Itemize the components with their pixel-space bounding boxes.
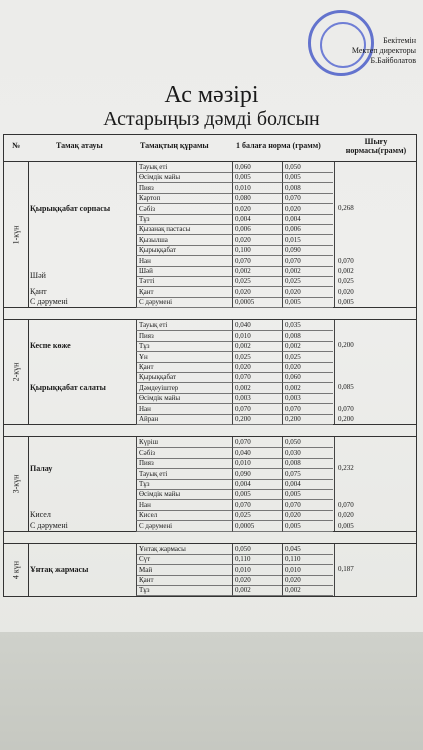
net-norm: 0,020 <box>282 204 333 215</box>
net-norm: 0,005 <box>282 489 333 500</box>
ingredient-row <box>4 214 416 224</box>
ingredient-name: Қант <box>136 287 233 298</box>
gross-norm: 0,070 <box>232 437 283 448</box>
header-num: № <box>12 141 21 150</box>
dish-name: Кисел <box>30 510 51 520</box>
gross-norm: 0,025 <box>232 352 283 363</box>
dish-output-total: 0,085 <box>338 383 354 392</box>
gross-norm: 0,025 <box>232 510 283 521</box>
gross-norm: 0,004 <box>232 214 283 225</box>
ingredient-row <box>4 500 416 510</box>
ingredient-row <box>4 575 416 585</box>
ingredient-row <box>4 235 416 245</box>
ingredient-name: Өсімдік майы <box>136 393 233 404</box>
output-column-border <box>334 162 335 307</box>
dish-name: Ұнтақ жармасы <box>30 564 89 574</box>
net-norm: 0,060 <box>282 372 333 383</box>
ingredient-row <box>4 245 416 255</box>
dish-output-total: 0,232 <box>338 463 354 472</box>
output-norm: 0,070 <box>334 256 418 266</box>
output-column-border <box>334 544 335 596</box>
gross-norm: 0,010 <box>232 183 283 194</box>
approval-line-1: Бекітемін <box>383 36 416 45</box>
ingredient-name: Пияз <box>136 458 233 469</box>
ingredient-row <box>4 393 416 403</box>
ingredient-name: Шәй <box>136 266 233 277</box>
output-column-border <box>334 320 335 424</box>
ingredient-row <box>4 172 416 182</box>
ingredient-name: Пияз <box>136 183 233 194</box>
net-norm: 0,008 <box>282 331 333 342</box>
ingredient-row <box>4 372 416 382</box>
dish-name: Қант <box>30 287 47 296</box>
ingredient-row <box>4 414 416 424</box>
gross-norm: 0,040 <box>232 448 283 459</box>
day-label-text: 3-күн <box>11 474 21 494</box>
gross-norm: 0,002 <box>232 341 283 352</box>
gross-norm: 0,002 <box>232 585 283 596</box>
gross-norm: 0,020 <box>232 287 283 298</box>
header-composition: Тамақтың құрамы <box>140 141 209 150</box>
gross-norm: 0,010 <box>232 331 283 342</box>
gross-norm: 0,020 <box>232 575 283 586</box>
net-norm: 0,070 <box>282 500 333 511</box>
ingredient-row <box>4 448 416 458</box>
day-block <box>3 319 417 425</box>
output-norm: 0,005 <box>334 521 418 531</box>
net-norm: 0,200 <box>282 414 333 425</box>
gross-norm: 0,060 <box>232 162 283 173</box>
header-dish: Тамақ атауы <box>56 141 103 150</box>
net-norm: 0,070 <box>282 193 333 204</box>
gross-norm: 0,040 <box>232 320 283 331</box>
dish-name: Шәй <box>30 271 46 281</box>
net-norm: 0,008 <box>282 183 333 194</box>
days-container <box>3 161 417 597</box>
ingredient-name: Дәмдеуіштер <box>136 383 233 394</box>
net-norm: 0,004 <box>282 479 333 490</box>
net-norm: 0,002 <box>282 266 333 277</box>
net-norm: 0,010 <box>282 565 333 576</box>
net-norm: 0,020 <box>282 287 333 298</box>
approval-block <box>334 36 416 66</box>
gross-norm: 0,200 <box>232 414 283 425</box>
dish-name: Қырыққабат сорпасы <box>30 203 111 213</box>
ingredient-row <box>4 287 416 297</box>
gross-norm: 0,050 <box>232 544 283 555</box>
ingredient-name: Ұнтақ жармасы <box>136 544 233 555</box>
ingredient-name: Май <box>136 565 233 576</box>
net-norm: 0,025 <box>282 276 333 287</box>
gross-norm: 0,005 <box>232 489 283 500</box>
ingredient-name: Қырыққабат <box>136 372 233 383</box>
net-norm: 0,050 <box>282 162 333 173</box>
net-norm: 0,110 <box>282 554 333 565</box>
ingredient-row <box>4 404 416 414</box>
net-norm: 0,025 <box>282 352 333 363</box>
gross-norm: 0,0005 <box>232 297 283 308</box>
ingredient-name: С дәрумені <box>136 297 233 308</box>
gross-norm: 0,002 <box>232 266 283 277</box>
output-norm: 0,020 <box>334 287 418 297</box>
ingredient-name: Тұз <box>136 214 233 225</box>
menu-table <box>3 134 417 597</box>
ingredient-name: Қызылша <box>136 235 233 246</box>
ingredient-name: Сәбіз <box>136 204 233 215</box>
net-norm: 0,070 <box>282 404 333 415</box>
ingredient-name: Өсімдік майы <box>136 172 233 183</box>
ingredient-name: С дәрумені <box>136 521 233 532</box>
net-norm: 0,003 <box>282 393 333 404</box>
ingredient-row <box>4 162 416 172</box>
gross-norm: 0,070 <box>232 404 283 415</box>
net-norm: 0,002 <box>282 383 333 394</box>
ingredient-row <box>4 479 416 489</box>
ingredient-name: Нан <box>136 500 233 511</box>
dish-output-total: 0,200 <box>338 341 354 350</box>
net-norm: 0,045 <box>282 544 333 555</box>
net-norm: 0,006 <box>282 224 333 235</box>
ingredient-name: Кисел <box>136 510 233 521</box>
ingredient-row <box>4 544 416 554</box>
header-output: Шығу нормасы(грамм) <box>345 137 407 155</box>
ingredient-name: Қырыққабат <box>136 245 233 256</box>
ingredient-row <box>4 437 416 447</box>
day-label-text: 2-күн <box>11 363 21 382</box>
header-norm: 1 балаға норма (грамм) <box>236 141 321 150</box>
approval-line-3: Б.Байболатов <box>370 56 416 65</box>
net-norm: 0,020 <box>282 362 333 373</box>
net-norm: 0,050 <box>282 437 333 448</box>
dish-name: Қырыққабат салаты <box>30 383 106 393</box>
dish-name: Кеспе көже <box>30 341 71 351</box>
ingredient-row <box>4 183 416 193</box>
ingredient-row <box>4 224 416 234</box>
ingredient-row <box>4 256 416 266</box>
ingredient-row <box>4 489 416 499</box>
ingredient-name: Тәтті <box>136 276 233 287</box>
ingredient-name: Айран <box>136 414 233 425</box>
page-subtitle: Астарыңыз дәмді болсын <box>103 108 320 130</box>
ingredient-row <box>4 362 416 372</box>
ingredient-name: Қант <box>136 575 233 586</box>
ingredient-row <box>4 276 416 286</box>
ingredient-name: Картоп <box>136 193 233 204</box>
ingredient-name: Тауық еті <box>136 162 233 173</box>
net-norm: 0,005 <box>282 521 333 532</box>
ingredient-name: Нан <box>136 404 233 415</box>
output-norm: 0,070 <box>334 500 418 510</box>
ingredient-name: Өсімдік майы <box>136 489 233 500</box>
ingredient-row <box>4 331 416 341</box>
net-norm: 0,008 <box>282 458 333 469</box>
net-norm: 0,075 <box>282 469 333 480</box>
gross-norm: 0,025 <box>232 276 283 287</box>
ingredient-name: Күріш <box>136 437 233 448</box>
net-norm: 0,002 <box>282 341 333 352</box>
net-norm: 0,020 <box>282 575 333 586</box>
ingredient-row <box>4 458 416 468</box>
gross-norm: 0,020 <box>232 235 283 246</box>
ingredient-row <box>4 352 416 362</box>
gross-norm: 0,003 <box>232 393 283 404</box>
output-norm: 0,002 <box>334 266 418 276</box>
dish-name: С дәрумені <box>30 520 68 530</box>
net-norm: 0,035 <box>282 320 333 331</box>
gross-norm: 0,020 <box>232 204 283 215</box>
day-block <box>3 436 417 532</box>
output-column-border <box>334 437 335 531</box>
output-norm: 0,200 <box>334 414 418 424</box>
gross-norm: 0,100 <box>232 245 283 256</box>
net-norm: 0,015 <box>282 235 333 246</box>
floor-background <box>0 632 423 750</box>
net-norm: 0,002 <box>282 585 333 596</box>
ingredient-name: Нан <box>136 256 233 267</box>
dish-name: С дәрумені <box>30 297 68 307</box>
net-norm: 0,090 <box>282 245 333 256</box>
gross-norm: 0,080 <box>232 193 283 204</box>
ingredient-row <box>4 554 416 564</box>
output-norm: 0,005 <box>334 297 418 307</box>
net-norm: 0,070 <box>282 256 333 267</box>
ingredient-row <box>4 469 416 479</box>
net-norm: 0,020 <box>282 510 333 521</box>
day-separator <box>3 425 417 436</box>
page-title: Ас мәзірі <box>164 82 259 108</box>
gross-norm: 0,070 <box>232 256 283 267</box>
gross-norm: 0,010 <box>232 565 283 576</box>
gross-norm: 0,110 <box>232 554 283 565</box>
ingredient-name: Сүт <box>136 554 233 565</box>
gross-norm: 0,005 <box>232 172 283 183</box>
ingredient-name: Тұз <box>136 341 233 352</box>
ingredient-row <box>4 510 416 520</box>
ingredient-name: Тауық еті <box>136 320 233 331</box>
day-separator <box>3 532 417 543</box>
gross-norm: 0,004 <box>232 479 283 490</box>
table-header <box>3 134 417 161</box>
ingredient-name: Ұн <box>136 352 233 363</box>
net-norm: 0,030 <box>282 448 333 459</box>
dish-output-total: 0,187 <box>338 564 354 573</box>
gross-norm: 0,070 <box>232 500 283 511</box>
ingredient-row <box>4 193 416 203</box>
day-label-text: 1-күн <box>11 225 21 245</box>
gross-norm: 0,002 <box>232 383 283 394</box>
gross-norm: 0,020 <box>232 362 283 373</box>
ingredient-row <box>4 585 416 595</box>
day-block <box>3 161 417 308</box>
ingredient-name: Сәбіз <box>136 448 233 459</box>
net-norm: 0,005 <box>282 297 333 308</box>
ingredient-name: Қызанақ пастасы <box>136 224 233 235</box>
gross-norm: 0,090 <box>232 469 283 480</box>
net-norm: 0,004 <box>282 214 333 225</box>
ingredient-name: Пияз <box>136 331 233 342</box>
gross-norm: 0,010 <box>232 458 283 469</box>
day-separator <box>3 308 417 319</box>
dish-name: Палау <box>30 463 53 473</box>
ingredient-name: Тұз <box>136 585 233 596</box>
day-block <box>3 543 417 597</box>
gross-norm: 0,0005 <box>232 521 283 532</box>
net-norm: 0,005 <box>282 172 333 183</box>
approval-line-2: Мектеп директоры <box>351 46 416 55</box>
gross-norm: 0,070 <box>232 372 283 383</box>
ingredient-name: Тауық еті <box>136 469 233 480</box>
output-norm: 0,025 <box>334 276 418 286</box>
ingredient-name: Тұз <box>136 479 233 490</box>
ingredient-row <box>4 266 416 276</box>
output-norm: 0,070 <box>334 404 418 414</box>
gross-norm: 0,006 <box>232 224 283 235</box>
output-norm: 0,020 <box>334 510 418 520</box>
ingredient-name: Қант <box>136 362 233 373</box>
dish-output-total: 0,268 <box>338 203 354 212</box>
ingredient-row <box>4 320 416 330</box>
day-label-text: 4 күн <box>11 560 21 579</box>
